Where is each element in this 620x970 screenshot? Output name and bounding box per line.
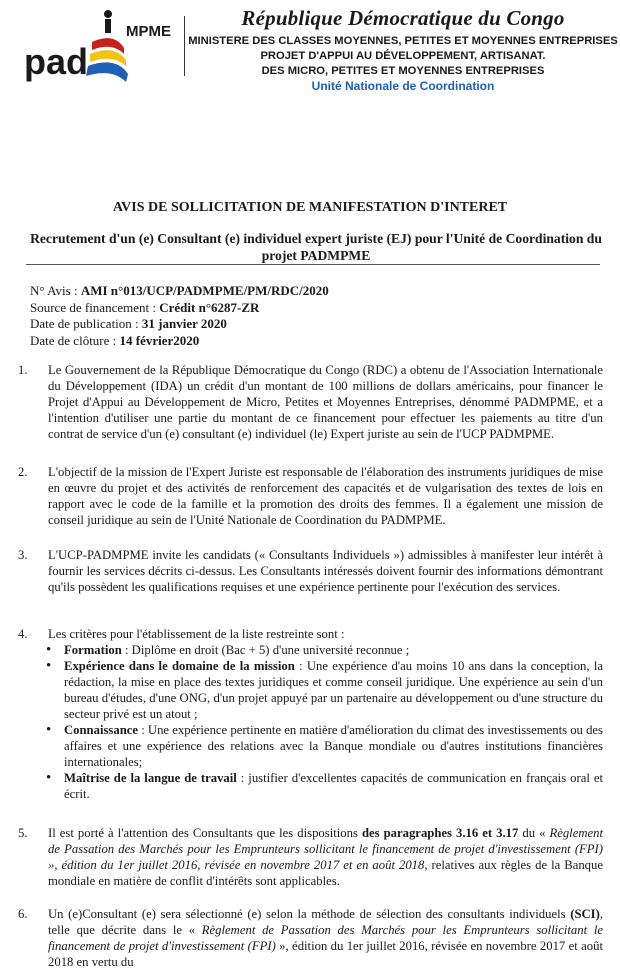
criterion-item: • Maîtrise de la langue de travail : justifier d'excellentes capacités de communication en français oral et écrit.: [46, 770, 603, 802]
criterion-item: • Connaissance : Une expérience pertinente en matière d'amélioration du climat des investissements ou des affaires et une expérience des relations avec la Banque mondiale ou d'autres institutions financières internationales;: [46, 722, 603, 770]
section-number: 3.: [18, 548, 28, 562]
section-text: L'UCP-PADMPME invite les candidats (« Consultants Individuels ») admissibles à manifester leur intérêt à fournir les services décrits ci-dessus. Les Consultants intéressés doivent fournir des informations démontrant qu'ils possèdent les qualifications requises et une expérience pertinente pour l'exécution des services.: [48, 548, 603, 594]
republic-title: République Démocratique du Congo: [241, 6, 565, 30]
logo-graphic: [22, 2, 182, 98]
section-text: Un (e)Consultant (e) sera sélectionné (e) selon la méthode de sélection des consultants individuels (SCI), telle que décrite dans le « Règlement de Passation des Marchés pour les Emprunteurs sollicitant le financement de projet d'investissement (FPI) », édition du 1er juillet 2016, révisée en novembre 2017 et août 2018 en vertu du: [48, 907, 604, 969]
logo-subtext: MPME: [126, 23, 171, 40]
section-text: Il est porté à l'attention des Consultants que les dispositions des paragraphes 3.16 et 3.17 du « Règlement de Passation des Marchés pour les Emprunteurs sollicitant le financement de projet d'investissement (FPI) », édition du 1er juillet 2016, révisée en novembre 2017 et en août 2018, relatives aux règles de la Banque mondiale en matière de conflit d'intérêts sont applicables.: [48, 826, 603, 888]
padmpme-logo: [22, 2, 182, 98]
notice-metadata: [30, 283, 590, 349]
section-number: 1.: [18, 363, 28, 377]
meta-row-publication: Date de publication : 31 janvier 2020: [30, 316, 227, 331]
criterion-item: • Expérience dans le domaine de la mission : Une expérience d'au moins 10 ans dans la conception, la rédaction, la mise en place des textes juridiques et comme conseil juridique. Une expérience au sein d'un bureau d'études, d'une ONG, d'un projet appuyé par un partenaire au développement ou d'une structure du secteur privé est un atout ;: [46, 658, 603, 722]
letterhead: [0, 0, 620, 100]
logo-text: pad: [24, 41, 89, 82]
section-3: [18, 547, 603, 595]
meta-row-cloture: Date de clôture : 14 février2020: [30, 332, 200, 348]
ministry-line-1: MINISTERE DES CLASSES MOYENNES, PETITES ET MOYENNES ENTREPRISES: [188, 35, 618, 47]
section-text: L'objectif de la mission de l'Expert Juriste est responsable de l'élaboration des instruments juridiques de mise en œuvre du projet et des activités de renforcement des capacités et de vulgarisation des textes de lois en rapport avec le code de la famille et la promotion des droits des femmes. Il a également une mission de conseil juridique au sein de l'Unité Nationale de Coordination du PADMPME.: [48, 465, 603, 527]
section-5: [18, 825, 603, 889]
notice-title: AVIS DE SOLLICITATION DE MANIFESTATION D'INTERET: [112, 200, 508, 215]
section-4: [18, 626, 603, 802]
meta-row-financement: Source de financement : Crédit n°6287-ZR: [30, 299, 260, 315]
ministry-line-3: DES MICRO, PETITES ET MOYENNES ENTREPRISES: [261, 65, 545, 77]
section-text: Le Gouvernement de la République Démocratique du Congo (RDC) a obtenu de l'Association Internationale du Développement (IDA) un crédit d'un montant de 100 millions de dollars américains, pour financer le Projet d'Appui au Développement de Micro, Petites et Moyennes Entreprises, dénommé PADMPME, et a l'intention d'utiliser une partie du montant de ce financement pour effectuer les paiements au titre d'un contrat de service d'un (e) consultant (e) individuel (le) Expert juriste au sein de l'UCP PADMPME.: [48, 363, 603, 441]
section-1: [18, 362, 603, 442]
section-6: [18, 906, 603, 970]
ministry-line-2: PROJET D'APPUI AU DÉVELOPPEMENT, ARTISANAT.: [260, 50, 546, 62]
section-number: 6.: [18, 907, 28, 921]
section-number: 4.: [18, 627, 28, 641]
section-intro: Les critères pour l'établissement de la liste restreinte sont :: [48, 627, 345, 641]
header-divider: [184, 16, 185, 76]
title-rule: [26, 264, 600, 265]
meta-row-avis: N° Avis : AMI n°013/UCP/PADMPME/PM/RDC/2020: [30, 283, 329, 298]
criterion-item: • Formation : Diplôme en droit (Bac + 5) d'une université reconnue ;: [46, 642, 603, 658]
section-number: 5.: [18, 826, 28, 840]
notice-subtitle: Recrutement d'un (e) Consultant (e) individuel expert juriste (EJ) pour l'Unité de Coordination du projet PADMPME: [30, 231, 602, 263]
section-2: [18, 464, 603, 528]
coordination-unit: Unité Nationale de Coordination: [311, 79, 495, 93]
section-number: 2.: [18, 465, 28, 479]
